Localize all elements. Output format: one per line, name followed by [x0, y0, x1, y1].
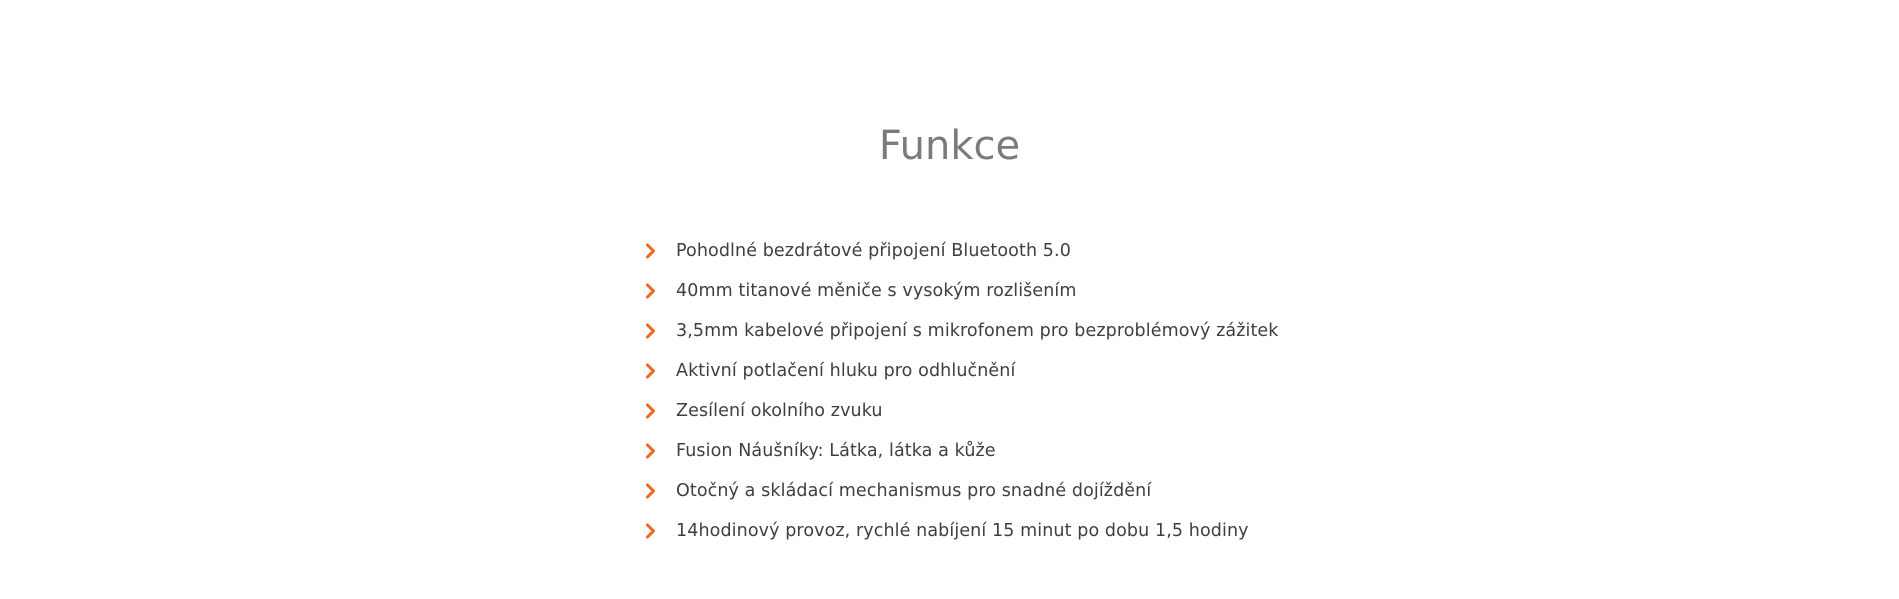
feature-text: Pohodlné bezdrátové připojení Bluetooth 5.0 — [676, 241, 1071, 261]
chevron-right-icon — [645, 402, 657, 420]
list-item — [645, 471, 1279, 511]
list-item — [645, 391, 1279, 431]
list-item — [645, 511, 1279, 551]
feature-text: 14hodinový provoz, rychlé nabíjení 15 minut po dobu 1,5 hodiny — [676, 521, 1249, 541]
chevron-right-icon — [645, 482, 657, 500]
list-item — [645, 271, 1279, 311]
feature-text: Fusion Náušníky: Látka, látka a kůže — [676, 441, 996, 461]
chevron-right-icon — [645, 362, 657, 380]
chevron-right-icon — [645, 242, 657, 260]
section-title: Funkce — [878, 123, 1021, 169]
list-item — [645, 311, 1279, 351]
chevron-right-icon — [645, 282, 657, 300]
chevron-right-icon — [645, 442, 657, 460]
feature-text: 3,5mm kabelové připojení s mikrofonem pro bezproblémový zážitek — [676, 321, 1279, 341]
list-item — [645, 431, 1279, 471]
chevron-right-icon — [645, 322, 657, 340]
feature-text: 40mm titanové měniče s vysokým rozlišením — [676, 281, 1077, 301]
feature-text: Aktivní potlačení hluku pro odhlučnění — [676, 361, 1016, 381]
list-item — [645, 231, 1279, 271]
list-item — [645, 351, 1279, 391]
chevron-right-icon — [645, 522, 657, 540]
feature-text: Zesílení okolního zvuku — [676, 401, 883, 421]
feature-text: Otočný a skládací mechanismus pro snadné dojíždění — [676, 481, 1152, 501]
feature-list — [645, 231, 1279, 551]
